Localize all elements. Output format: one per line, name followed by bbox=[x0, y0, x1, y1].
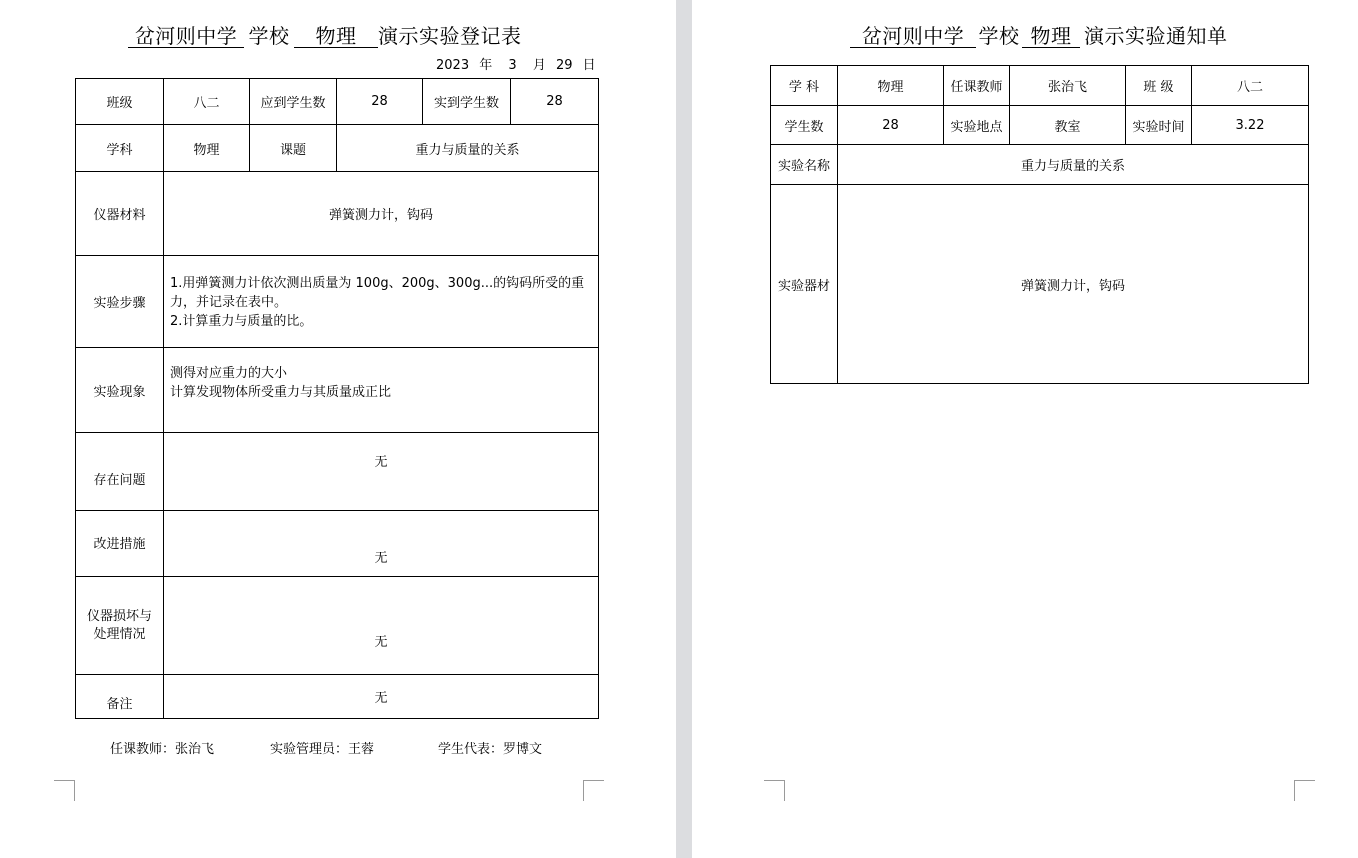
equipment-label: 仪器材料 bbox=[76, 172, 164, 256]
topic-value: 重力与质量的关系 bbox=[337, 125, 599, 172]
improve-value bbox=[164, 511, 599, 577]
damage-value-text: 无 bbox=[374, 635, 388, 650]
damage-label-line-2: 处理情况 bbox=[93, 626, 146, 642]
phenomenon-label: 实验现象 bbox=[76, 348, 164, 433]
footer-admin: 实验管理员：王蓉 bbox=[270, 742, 375, 757]
register-title-school-suffix: 学校 bbox=[248, 24, 290, 48]
margin-corner-mark bbox=[54, 780, 75, 801]
notice-name-label: 实验名称 bbox=[771, 145, 838, 185]
notice-row-students bbox=[771, 106, 1309, 145]
phenomenon-value bbox=[164, 348, 599, 433]
problems-value bbox=[164, 433, 599, 511]
damage-label bbox=[76, 577, 164, 675]
footer-student: 学生代表：罗博文 bbox=[438, 742, 543, 757]
actual-students-label: 实到学生数 bbox=[423, 79, 511, 125]
notes-label: 备注 bbox=[76, 675, 164, 719]
notice-table bbox=[770, 65, 1309, 384]
register-row-subject bbox=[76, 125, 599, 172]
notice-page bbox=[692, 0, 1358, 858]
notice-row-subject bbox=[771, 66, 1309, 106]
notice-students-value: 28 bbox=[838, 106, 944, 145]
topic-label: 课题 bbox=[250, 125, 337, 172]
register-row-notes bbox=[76, 675, 599, 719]
problems-label: 存在问题 bbox=[76, 433, 164, 511]
page-gutter bbox=[676, 0, 692, 858]
register-title-subject: 物理 bbox=[294, 25, 378, 48]
date-year: 2023 bbox=[436, 58, 470, 73]
phenomenon-line-2: 计算发现物体所受重力与其质量成正比 bbox=[170, 385, 392, 400]
steps-value bbox=[164, 256, 599, 348]
damage-value bbox=[164, 577, 599, 675]
improve-value-text: 无 bbox=[374, 551, 388, 566]
notice-equipment-label: 实验器材 bbox=[771, 185, 838, 384]
subject-value: 物理 bbox=[164, 125, 250, 172]
notice-name-value: 重力与质量的关系 bbox=[838, 145, 1309, 185]
notice-title-suffix: 演示实验通知单 bbox=[1084, 24, 1228, 48]
notice-title bbox=[850, 24, 1228, 48]
notice-location-value: 教室 bbox=[1010, 106, 1126, 145]
steps-line-1: 1.用弹簧测力计依次测出质量为 100g、200g、300g...的钩码所受的重 bbox=[170, 276, 585, 291]
notice-title-school: 岔河则中学 bbox=[850, 25, 976, 48]
subject-label: 学科 bbox=[76, 125, 164, 172]
register-table bbox=[75, 78, 599, 719]
date-year-unit: 年 bbox=[479, 58, 493, 73]
notice-teacher-value: 张治飞 bbox=[1010, 66, 1126, 106]
class-label: 班级 bbox=[76, 79, 164, 125]
margin-corner-mark bbox=[583, 780, 604, 801]
steps-line-2: 力，并记录在表中。 bbox=[170, 295, 288, 310]
date-day: 29 bbox=[555, 58, 573, 73]
notice-row-name bbox=[771, 145, 1309, 185]
expected-students-label: 应到学生数 bbox=[250, 79, 337, 125]
notice-row-equipment bbox=[771, 185, 1309, 384]
register-row-phenomenon bbox=[76, 348, 599, 433]
improve-label: 改进措施 bbox=[76, 511, 164, 577]
register-row-problems bbox=[76, 433, 599, 511]
register-row-steps bbox=[76, 256, 599, 348]
margin-corner-mark bbox=[764, 780, 785, 801]
register-title-suffix: 演示实验登记表 bbox=[378, 24, 522, 48]
register-page bbox=[0, 0, 676, 858]
register-row-class bbox=[76, 79, 599, 125]
damage-label-line-1: 仪器损坏与 bbox=[86, 608, 152, 624]
notice-subject-label: 学 科 bbox=[771, 66, 838, 106]
date-month: 3 bbox=[508, 58, 517, 73]
steps-line-3: 2.计算重力与质量的比。 bbox=[170, 314, 313, 329]
notice-time-value: 3.22 bbox=[1192, 106, 1309, 145]
register-row-equipment bbox=[76, 172, 599, 256]
notes-value bbox=[164, 675, 599, 719]
phenomenon-line-1: 测得对应重力的大小 bbox=[170, 366, 288, 381]
expected-students-value: 28 bbox=[337, 79, 423, 125]
notes-value-text: 无 bbox=[374, 691, 388, 706]
problems-value-text: 无 bbox=[374, 455, 388, 470]
notice-class-label: 班 级 bbox=[1126, 66, 1192, 106]
notice-time-label: 实验时间 bbox=[1126, 106, 1192, 145]
register-date bbox=[436, 54, 596, 73]
notice-teacher-label: 任课教师 bbox=[944, 66, 1010, 106]
notice-subject-value: 物理 bbox=[838, 66, 944, 106]
steps-label: 实验步骤 bbox=[76, 256, 164, 348]
date-day-unit: 日 bbox=[582, 58, 596, 73]
register-row-damage bbox=[76, 577, 599, 675]
class-value: 八二 bbox=[164, 79, 250, 125]
register-title bbox=[128, 24, 522, 48]
equipment-value: 弹簧测力计，钩码 bbox=[164, 172, 599, 256]
date-month-unit: 月 bbox=[532, 58, 546, 73]
notice-equipment-value: 弹簧测力计，钩码 bbox=[838, 185, 1309, 384]
actual-students-value: 28 bbox=[511, 79, 599, 125]
notice-students-label: 学生数 bbox=[771, 106, 838, 145]
register-title-school: 岔河则中学 bbox=[128, 25, 244, 48]
notice-class-value: 八二 bbox=[1192, 66, 1309, 106]
footer-teacher: 任课教师：张治飞 bbox=[110, 742, 215, 757]
notice-title-subject: 物理 bbox=[1022, 25, 1080, 48]
notice-title-school-suffix: 学校 bbox=[978, 24, 1020, 48]
notice-location-label: 实验地点 bbox=[944, 106, 1010, 145]
register-row-improve bbox=[76, 511, 599, 577]
margin-corner-mark bbox=[1294, 780, 1315, 801]
